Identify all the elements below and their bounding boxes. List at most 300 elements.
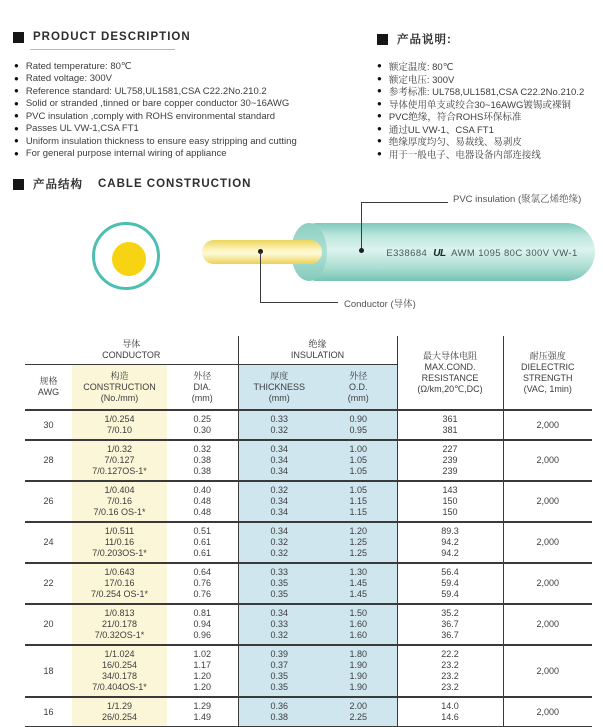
cell-line: 22.2 bbox=[441, 649, 459, 659]
cell-line: 1.50 bbox=[349, 608, 368, 618]
cell-line: 2,000 bbox=[536, 578, 560, 588]
cell-line: 0.81 bbox=[193, 608, 212, 618]
dia-cell bbox=[167, 645, 238, 697]
cell-line: 59.4 bbox=[441, 589, 459, 599]
cell-line: 22 bbox=[43, 578, 54, 588]
resistance-header-en2: RESISTANCE bbox=[421, 372, 479, 383]
cell-line: 0.32 bbox=[270, 425, 289, 435]
od-cell bbox=[320, 481, 397, 522]
black-square-icon bbox=[13, 32, 24, 43]
cell-line: 1/1.024 bbox=[104, 649, 135, 659]
cable-marking-text: AWM 1095 80C 300V VW-1 bbox=[451, 248, 578, 259]
cell-line: 56.4 bbox=[441, 567, 459, 577]
cell-line: 0.25 bbox=[193, 414, 212, 424]
cell-line: 1.20 bbox=[349, 526, 368, 536]
thickness-cell bbox=[238, 522, 320, 563]
bullet-item bbox=[377, 73, 603, 86]
bullet-text: Rated voltage: 300V bbox=[25, 73, 112, 85]
cell-line: 89.3 bbox=[441, 526, 459, 536]
cell-line: 28 bbox=[43, 455, 54, 465]
bullet-text: 绝缘厚度均匀、易裁线、易剥皮 bbox=[388, 137, 522, 149]
cell-line: 0.35 bbox=[270, 589, 289, 599]
cell-line: 2,000 bbox=[536, 419, 560, 430]
resistance-cell bbox=[397, 563, 503, 604]
thickness-cell bbox=[238, 697, 320, 727]
product-description-list bbox=[14, 60, 364, 160]
cell-line: 0.48 bbox=[193, 507, 212, 517]
cell-line: 1.20 bbox=[193, 671, 212, 681]
cell-line: 16/0.254 bbox=[101, 660, 138, 670]
bullet-icon: ● bbox=[14, 98, 19, 108]
bullet-icon: ● bbox=[377, 148, 382, 158]
bullet-icon: ● bbox=[14, 111, 19, 120]
thickness-header-cn: 厚度 bbox=[270, 370, 289, 381]
construction-header-en: CONSTRUCTION bbox=[83, 381, 156, 392]
cell-line: 7/0.127 bbox=[104, 455, 135, 465]
cell-line: 1.60 bbox=[349, 630, 368, 640]
cell-line: 1.49 bbox=[193, 712, 212, 722]
cell-line: 7/0.127OS-1* bbox=[92, 466, 147, 476]
cell-line: 0.38 bbox=[270, 712, 289, 722]
cell-line: 7/0.404OS-1* bbox=[92, 682, 147, 692]
cell-line: 1.17 bbox=[193, 660, 212, 670]
cell-line: 0.39 bbox=[270, 649, 289, 659]
cell-line: 11/0.16 bbox=[104, 537, 135, 547]
insulation-group-cn: 绝缘 bbox=[308, 339, 327, 349]
bullet-text: Uniform insulation thickness to ensure easy stripping and cutting bbox=[25, 135, 297, 147]
product-description-cn-list bbox=[377, 60, 603, 160]
conductor-label: Conductor (导体) bbox=[344, 299, 416, 310]
cell-line: 381 bbox=[442, 425, 458, 435]
leader-dot bbox=[359, 248, 364, 253]
insulation-group-header bbox=[238, 336, 397, 365]
bullet-icon: ● bbox=[14, 86, 19, 95]
od-column-header bbox=[320, 365, 397, 411]
cell-line: 94.2 bbox=[441, 537, 459, 547]
cell-line: 0.51 bbox=[193, 526, 212, 536]
bullet-text: 额定电压: 300V bbox=[388, 74, 455, 86]
product-description-heading bbox=[13, 31, 191, 43]
bullet-icon: ● bbox=[377, 136, 382, 145]
awg-cell bbox=[25, 522, 72, 563]
thickness-cell bbox=[238, 563, 320, 604]
dielectric-cell bbox=[503, 410, 592, 440]
bullet-text: 用于一般电子、电器设备内部连接线 bbox=[388, 149, 541, 161]
dia-column-header bbox=[167, 365, 238, 411]
awg-header-cn: 规格 bbox=[39, 376, 58, 386]
od-cell bbox=[320, 604, 397, 645]
cell-line: 7/0.203OS-1* bbox=[92, 548, 147, 558]
construction-cell bbox=[72, 645, 167, 697]
bullet-item bbox=[377, 123, 603, 136]
bullet-item bbox=[377, 148, 603, 161]
cell-line: 0.95 bbox=[349, 425, 368, 435]
resistance-cell bbox=[397, 645, 503, 697]
cell-line: 1.05 bbox=[349, 455, 368, 465]
cell-line: 0.37 bbox=[270, 660, 289, 670]
cell-line: 30 bbox=[43, 419, 54, 430]
bullet-icon: ● bbox=[377, 111, 382, 120]
cell-line: 36.7 bbox=[441, 619, 459, 629]
construction-cell bbox=[72, 481, 167, 522]
thickness-cell bbox=[238, 481, 320, 522]
bullet-item bbox=[14, 135, 364, 148]
bullet-icon: ● bbox=[14, 61, 19, 70]
bullet-text: PVC绝缘，符合ROHS环保标准 bbox=[388, 112, 522, 124]
cell-line: 0.90 bbox=[349, 414, 368, 424]
cell-line: 0.40 bbox=[193, 485, 212, 495]
cell-line: 1.05 bbox=[349, 466, 368, 476]
od-header-en: O.D. bbox=[349, 381, 368, 392]
cell-line: 1.45 bbox=[349, 589, 368, 599]
od-cell bbox=[320, 563, 397, 604]
cell-line: 0.34 bbox=[270, 455, 289, 465]
cell-line: 59.4 bbox=[441, 578, 459, 588]
thickness-header-unit: (mm) bbox=[268, 392, 290, 403]
resistance-cell bbox=[397, 481, 503, 522]
resistance-cell bbox=[397, 697, 503, 727]
cell-line: 26 bbox=[43, 496, 54, 506]
leader-line bbox=[260, 252, 261, 303]
conductor-group-en: CONDUCTOR bbox=[102, 350, 161, 360]
bullet-item bbox=[377, 85, 603, 98]
cell-line: 23.2 bbox=[441, 671, 459, 681]
bullet-text: 导体使用单支或绞合30~16AWG镀锡或裸铜 bbox=[388, 99, 571, 111]
dielectric-header-cn: 耐压强度 bbox=[529, 350, 566, 361]
cell-line: 1.15 bbox=[349, 496, 368, 506]
od-cell bbox=[320, 440, 397, 481]
od-cell bbox=[320, 522, 397, 563]
spec-row-awg-16 bbox=[25, 697, 592, 727]
dielectric-cell bbox=[503, 604, 592, 645]
cell-line: 0.34 bbox=[270, 466, 289, 476]
cell-line: 0.30 bbox=[193, 425, 212, 435]
resistance-cell bbox=[397, 604, 503, 645]
od-cell bbox=[320, 645, 397, 697]
od-cell bbox=[320, 410, 397, 440]
cell-line: 1/0.643 bbox=[104, 567, 135, 577]
cable-marking bbox=[366, 248, 598, 259]
cell-line: 1/0.404 bbox=[104, 485, 135, 495]
cell-line: 94.2 bbox=[441, 548, 459, 558]
cell-line: 21/0.178 bbox=[101, 619, 138, 629]
thickness-cell bbox=[238, 604, 320, 645]
spec-row-awg-28 bbox=[25, 440, 592, 481]
bullet-item bbox=[377, 98, 603, 111]
cell-line: 17/0.16 bbox=[104, 578, 135, 588]
cell-line: 14.6 bbox=[441, 712, 459, 722]
cell-line: 14.0 bbox=[441, 701, 459, 711]
bullet-item bbox=[377, 110, 603, 123]
pvc-insulation-label: PVC insulation (聚氯乙烯绝缘) bbox=[453, 194, 582, 205]
leader-line bbox=[361, 202, 362, 251]
cell-line: 0.76 bbox=[193, 578, 212, 588]
thickness-header-en: THICKNESS bbox=[253, 381, 306, 392]
cell-line: 1.90 bbox=[349, 682, 368, 692]
cell-line: 7/0.32OS-1* bbox=[94, 630, 145, 640]
leader-line bbox=[361, 202, 448, 203]
dielectric-cell bbox=[503, 522, 592, 563]
cell-line: 1.05 bbox=[349, 485, 368, 495]
construction-cell bbox=[72, 440, 167, 481]
cell-line: 0.33 bbox=[270, 567, 289, 577]
construction-cell bbox=[72, 563, 167, 604]
cell-line: 7/0.254 OS-1* bbox=[90, 589, 149, 599]
bullet-text: Solid or stranded ,tinned or bare copper conductor 30~16AWG bbox=[25, 98, 290, 110]
cell-line: 16 bbox=[43, 706, 54, 717]
cell-line: 2,000 bbox=[536, 537, 560, 547]
dia-cell bbox=[167, 440, 238, 481]
bullet-text: 额定温度: 80℃ bbox=[388, 62, 454, 74]
dielectric-cell bbox=[503, 481, 592, 522]
conductor-core-icon bbox=[112, 242, 146, 276]
cell-line: 1.25 bbox=[349, 548, 368, 558]
cell-line: 2,000 bbox=[536, 706, 560, 717]
dia-header-cn: 外径 bbox=[193, 370, 212, 381]
cell-line: 2,000 bbox=[536, 665, 560, 676]
cell-line: 361 bbox=[442, 414, 458, 424]
cell-line: 1.60 bbox=[349, 619, 368, 629]
bullet-item bbox=[377, 135, 603, 148]
thickness-cell bbox=[238, 440, 320, 481]
cell-line: 34/0.178 bbox=[101, 671, 138, 681]
construction-header-unit: (No./mm) bbox=[100, 392, 139, 403]
dia-cell bbox=[167, 410, 238, 440]
bullet-icon: ● bbox=[14, 73, 19, 83]
awg-cell bbox=[25, 481, 72, 522]
bullet-icon: ● bbox=[377, 123, 382, 133]
construction-cell bbox=[72, 604, 167, 645]
cell-line: 0.33 bbox=[270, 619, 289, 629]
cell-line: 227 bbox=[442, 444, 458, 454]
dia-cell bbox=[167, 563, 238, 604]
thickness-cell bbox=[238, 410, 320, 440]
awg-cell bbox=[25, 410, 72, 440]
product-description-cn-title: 产品说明: bbox=[397, 34, 452, 46]
dia-cell bbox=[167, 697, 238, 727]
ul-file-number: E338684 bbox=[386, 248, 428, 259]
awg-column-header bbox=[25, 365, 72, 411]
cell-line: 7/0.16 bbox=[106, 496, 133, 506]
bullet-item bbox=[14, 85, 364, 98]
cell-line: 0.33 bbox=[270, 414, 289, 424]
leader-line bbox=[260, 302, 338, 303]
construction-header-cn: 构造 bbox=[110, 370, 129, 381]
construction-cell bbox=[72, 697, 167, 727]
heading-underline bbox=[30, 49, 175, 50]
cell-line: 0.34 bbox=[270, 496, 289, 506]
cell-line: 1/0.511 bbox=[104, 526, 135, 536]
bullet-icon: ● bbox=[377, 98, 382, 108]
cell-line: 23.2 bbox=[441, 660, 459, 670]
dia-cell bbox=[167, 481, 238, 522]
resistance-header-en1: MAX.COND. bbox=[424, 361, 476, 372]
cell-line: 26/0.254 bbox=[101, 712, 138, 722]
conductor-group-cn: 导体 bbox=[122, 339, 141, 349]
construction-cell bbox=[72, 522, 167, 563]
cell-line: 1.29 bbox=[193, 701, 212, 711]
cell-line: 0.34 bbox=[270, 507, 289, 517]
cell-line: 1.15 bbox=[349, 507, 368, 517]
cell-line: 0.35 bbox=[270, 682, 289, 692]
cell-line: 0.35 bbox=[270, 671, 289, 681]
awg-cell bbox=[25, 697, 72, 727]
cell-line: 1.02 bbox=[193, 649, 212, 659]
cell-line: 2.25 bbox=[349, 712, 368, 722]
cell-line: 1.25 bbox=[349, 537, 368, 547]
bullet-item bbox=[14, 98, 364, 111]
cell-line: 24 bbox=[43, 537, 54, 547]
bullet-item bbox=[14, 60, 364, 73]
spec-row-awg-22 bbox=[25, 563, 592, 604]
dielectric-column-header bbox=[503, 336, 592, 410]
construction-title-cn: 产品结构 bbox=[33, 179, 83, 191]
product-description-title: PRODUCT DESCRIPTION bbox=[33, 31, 191, 43]
bullet-text: 通过UL VW-1、CSA FT1 bbox=[388, 124, 494, 136]
od-header-unit: (mm) bbox=[347, 392, 369, 403]
cell-line: 35.2 bbox=[441, 608, 459, 618]
dielectric-header-en2: STRENGTH bbox=[523, 372, 573, 383]
cell-line: 150 bbox=[442, 496, 458, 506]
cell-line: 18 bbox=[43, 665, 54, 676]
cell-line: 0.64 bbox=[193, 567, 212, 577]
cell-line: 143 bbox=[442, 485, 458, 495]
od-header-cn: 外径 bbox=[349, 370, 368, 381]
bullet-item bbox=[14, 148, 364, 161]
awg-cell bbox=[25, 604, 72, 645]
dielectric-header-unit: (VAC, 1min) bbox=[523, 383, 572, 394]
cell-line: 0.32 bbox=[193, 444, 212, 454]
cell-line: 1/1.29 bbox=[106, 701, 133, 711]
cell-line: 1.00 bbox=[349, 444, 368, 454]
dia-cell bbox=[167, 522, 238, 563]
resistance-header-cn: 最大导体电阻 bbox=[423, 350, 478, 361]
resistance-column-header bbox=[397, 336, 503, 410]
cell-line: 0.48 bbox=[193, 496, 212, 506]
thickness-cell bbox=[238, 645, 320, 697]
bullet-item bbox=[14, 73, 364, 86]
cell-line: 0.36 bbox=[270, 701, 289, 711]
dielectric-cell bbox=[503, 440, 592, 481]
cell-line: 0.35 bbox=[270, 578, 289, 588]
cell-line: 0.34 bbox=[270, 444, 289, 454]
dia-header-en: DIA. bbox=[193, 381, 212, 392]
cell-line: 0.34 bbox=[270, 526, 289, 536]
dielectric-cell bbox=[503, 645, 592, 697]
cell-line: 2,000 bbox=[536, 619, 560, 629]
cell-line: 0.38 bbox=[193, 455, 212, 465]
cell-line: 0.32 bbox=[270, 630, 289, 640]
bullet-icon: ● bbox=[14, 148, 19, 158]
ul-logo-icon: UL bbox=[433, 248, 446, 259]
construction-title-en: CABLE CONSTRUCTION bbox=[98, 178, 252, 190]
dia-cell bbox=[167, 604, 238, 645]
construction-column-header bbox=[72, 365, 167, 411]
bullet-text: Rated temperature: 80℃ bbox=[25, 60, 132, 72]
dielectric-cell bbox=[503, 697, 592, 727]
resistance-cell bbox=[397, 410, 503, 440]
construction-cell bbox=[72, 410, 167, 440]
resistance-cell bbox=[397, 522, 503, 563]
cell-line: 1.30 bbox=[349, 567, 368, 577]
cell-line: 1.20 bbox=[193, 682, 212, 692]
od-cell bbox=[320, 697, 397, 727]
cell-line: 2.00 bbox=[349, 701, 368, 711]
cell-line: 239 bbox=[442, 455, 458, 465]
black-square-icon bbox=[377, 34, 388, 45]
awg-cell bbox=[25, 440, 72, 481]
bullet-text: PVC insulation ,comply with ROHS environmental standard bbox=[25, 110, 276, 122]
thickness-column-header bbox=[238, 365, 320, 411]
cell-line: 150 bbox=[442, 507, 458, 517]
insulation-group-en: INSULATION bbox=[290, 350, 345, 360]
cell-line: 0.94 bbox=[193, 619, 212, 629]
cell-line: 0.32 bbox=[270, 537, 289, 547]
cell-line: 0.61 bbox=[193, 548, 212, 558]
cell-line: 0.32 bbox=[270, 548, 289, 558]
spec-table bbox=[25, 336, 592, 727]
cell-line: 1.45 bbox=[349, 578, 368, 588]
cell-line: 1/0.32 bbox=[106, 444, 133, 454]
bullet-text: For general purpose internal wiring of appliance bbox=[25, 148, 227, 160]
conductor-group-header bbox=[25, 336, 238, 365]
cable-construction-heading bbox=[13, 176, 251, 192]
bullet-icon: ● bbox=[377, 73, 382, 83]
bullet-text: Reference standard: UL758,UL1581,CSA C22.2No.210.2 bbox=[25, 85, 267, 97]
bullet-icon: ● bbox=[377, 61, 382, 70]
resistance-cell bbox=[397, 440, 503, 481]
cell-line: 0.76 bbox=[193, 589, 212, 599]
bullet-item bbox=[14, 123, 364, 136]
cell-line: 1/0.813 bbox=[104, 608, 135, 618]
cell-line: 239 bbox=[442, 466, 458, 476]
awg-cell bbox=[25, 645, 72, 697]
spec-row-awg-26 bbox=[25, 481, 592, 522]
cell-line: 1.80 bbox=[349, 649, 368, 659]
cell-line: 0.34 bbox=[270, 608, 289, 618]
cell-line: 2,000 bbox=[536, 496, 560, 506]
table-group-header-row bbox=[25, 336, 592, 365]
cell-line: 36.7 bbox=[441, 630, 459, 640]
awg-header-en: AWG bbox=[37, 387, 60, 397]
spec-row-awg-20 bbox=[25, 604, 592, 645]
dia-header-unit: (mm) bbox=[191, 392, 213, 403]
bullet-icon: ● bbox=[14, 136, 19, 145]
cell-line: 7/0.16 OS-1* bbox=[93, 507, 146, 517]
bullet-item bbox=[14, 110, 364, 123]
cell-line: 7/0.10 bbox=[106, 425, 133, 435]
black-square-icon bbox=[13, 179, 24, 190]
awg-cell bbox=[25, 563, 72, 604]
cell-line: 0.38 bbox=[193, 466, 212, 476]
bullet-icon: ● bbox=[377, 86, 382, 95]
bullet-item bbox=[377, 60, 603, 73]
spec-row-awg-24 bbox=[25, 522, 592, 563]
bullet-text: Passes UL VW-1,CSA FT1 bbox=[25, 123, 139, 135]
cell-line: 1.90 bbox=[349, 660, 368, 670]
product-description-cn-heading bbox=[377, 31, 452, 47]
cable-cross-section bbox=[92, 222, 160, 290]
dielectric-cell bbox=[503, 563, 592, 604]
cell-line: 23.2 bbox=[441, 682, 459, 692]
cell-line: 0.61 bbox=[193, 537, 212, 547]
cell-line: 20 bbox=[43, 619, 54, 629]
cell-line: 1.90 bbox=[349, 671, 368, 681]
cell-line: 2,000 bbox=[536, 455, 560, 465]
dielectric-header-en1: DIELECTRIC bbox=[521, 361, 575, 372]
bullet-text: 参考标准: UL758,UL1581,CSA C22.2No.210.2 bbox=[388, 87, 585, 99]
bullet-icon: ● bbox=[14, 123, 19, 133]
